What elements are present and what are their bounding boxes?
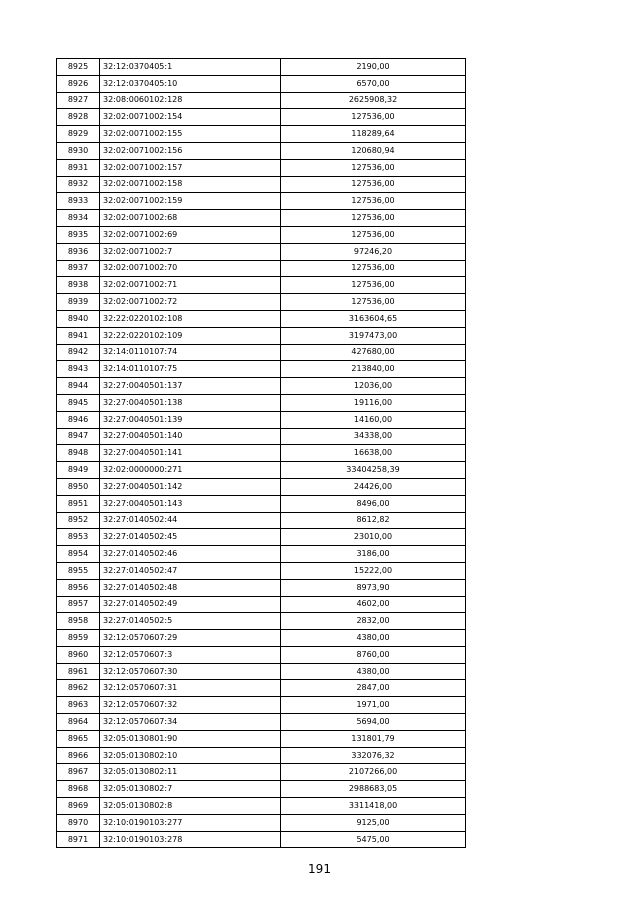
cadastral-number-cell: 32:02:0071002:71 — [100, 277, 281, 294]
row-number-cell: 8970 — [57, 814, 100, 831]
table-row — [57, 126, 466, 143]
table-row — [57, 243, 466, 260]
table-row — [57, 764, 466, 781]
value-cell: 127536,00 — [281, 226, 466, 243]
value-cell: 4602,00 — [281, 596, 466, 613]
cadastral-number-cell: 32:05:0130802:11 — [100, 764, 281, 781]
row-number-cell: 8964 — [57, 714, 100, 731]
value-cell: 8496,00 — [281, 495, 466, 512]
row-number-cell: 8952 — [57, 512, 100, 529]
table-row — [57, 714, 466, 731]
table-row — [57, 277, 466, 294]
row-number-cell: 8935 — [57, 226, 100, 243]
value-cell: 23010,00 — [281, 529, 466, 546]
value-cell: 5694,00 — [281, 714, 466, 731]
row-number-cell: 8969 — [57, 798, 100, 815]
row-number-cell: 8931 — [57, 159, 100, 176]
row-number-cell: 8961 — [57, 663, 100, 680]
row-number-cell: 8945 — [57, 394, 100, 411]
page-number: 191 — [308, 862, 331, 876]
value-cell: 127536,00 — [281, 277, 466, 294]
table-row — [57, 730, 466, 747]
row-number-cell: 8954 — [57, 546, 100, 563]
table-row — [57, 378, 466, 395]
table-row — [57, 226, 466, 243]
value-cell: 2625908,32 — [281, 92, 466, 109]
cadastral-number-cell: 32:12:0370405:1 — [100, 59, 281, 76]
cadastral-number-cell: 32:12:0570607:3 — [100, 646, 281, 663]
table-row — [57, 411, 466, 428]
cadastral-number-cell: 32:27:0040501:143 — [100, 495, 281, 512]
value-cell: 3163604,65 — [281, 310, 466, 327]
table-row — [57, 747, 466, 764]
table-row — [57, 646, 466, 663]
value-cell: 1971,00 — [281, 697, 466, 714]
row-number-cell: 8957 — [57, 596, 100, 613]
row-number-cell: 8965 — [57, 730, 100, 747]
cadastral-number-cell: 32:27:0040501:142 — [100, 478, 281, 495]
table-row — [57, 630, 466, 647]
value-cell: 9125,00 — [281, 814, 466, 831]
table-row — [57, 680, 466, 697]
cadastral-number-cell: 32:27:0140502:46 — [100, 546, 281, 563]
table-row — [57, 344, 466, 361]
table-row — [57, 579, 466, 596]
value-cell: 16638,00 — [281, 445, 466, 462]
cadastral-number-cell: 32:05:0130802:7 — [100, 781, 281, 798]
cadastral-number-cell: 32:27:0040501:138 — [100, 394, 281, 411]
cadastral-number-cell: 32:22:0220102:108 — [100, 310, 281, 327]
cadastral-number-cell: 32:12:0570607:32 — [100, 697, 281, 714]
cadastral-number-cell: 32:27:0040501:140 — [100, 428, 281, 445]
row-number-cell: 8943 — [57, 361, 100, 378]
value-cell: 8612,82 — [281, 512, 466, 529]
table-row — [57, 831, 466, 848]
value-cell: 3197473,00 — [281, 327, 466, 344]
value-cell: 118289,64 — [281, 126, 466, 143]
cadastral-number-cell: 32:27:0140502:49 — [100, 596, 281, 613]
value-cell: 127536,00 — [281, 260, 466, 277]
value-cell: 6570,00 — [281, 75, 466, 92]
table-row — [57, 428, 466, 445]
cadastral-number-cell: 32:10:0190103:277 — [100, 814, 281, 831]
value-cell: 34338,00 — [281, 428, 466, 445]
row-number-cell: 8959 — [57, 630, 100, 647]
row-number-cell: 8929 — [57, 126, 100, 143]
row-number-cell: 8934 — [57, 210, 100, 227]
value-cell: 8973,90 — [281, 579, 466, 596]
table-row — [57, 562, 466, 579]
value-cell: 3186,00 — [281, 546, 466, 563]
cadastral-number-cell: 32:27:0140502:5 — [100, 613, 281, 630]
value-cell: 2847,00 — [281, 680, 466, 697]
table-row — [57, 613, 466, 630]
table-row — [57, 512, 466, 529]
value-cell: 3311418,00 — [281, 798, 466, 815]
table-row — [57, 176, 466, 193]
row-number-cell: 8925 — [57, 59, 100, 76]
cadastral-number-cell: 32:27:0140502:47 — [100, 562, 281, 579]
table-row — [57, 210, 466, 227]
row-number-cell: 8967 — [57, 764, 100, 781]
cadastral-number-cell: 32:22:0220102:109 — [100, 327, 281, 344]
table-row — [57, 142, 466, 159]
table-row — [57, 462, 466, 479]
row-number-cell: 8951 — [57, 495, 100, 512]
cadastral-number-cell: 32:05:0130802:10 — [100, 747, 281, 764]
table-body — [57, 59, 466, 848]
row-number-cell: 8971 — [57, 831, 100, 848]
cadastral-number-cell: 32:02:0071002:159 — [100, 193, 281, 210]
cadastral-number-cell: 32:27:0140502:48 — [100, 579, 281, 596]
cadastral-number-cell: 32:27:0040501:137 — [100, 378, 281, 395]
table-row — [57, 294, 466, 311]
cadastral-number-cell: 32:14:0110107:75 — [100, 361, 281, 378]
table-row — [57, 798, 466, 815]
table-row — [57, 697, 466, 714]
cadastral-number-cell: 32:02:0071002:68 — [100, 210, 281, 227]
row-number-cell: 8930 — [57, 142, 100, 159]
value-cell: 24426,00 — [281, 478, 466, 495]
value-cell: 19116,00 — [281, 394, 466, 411]
row-number-cell: 8942 — [57, 344, 100, 361]
table-row — [57, 361, 466, 378]
cadastral-number-cell: 32:02:0071002:69 — [100, 226, 281, 243]
value-cell: 127536,00 — [281, 109, 466, 126]
value-cell: 427680,00 — [281, 344, 466, 361]
row-number-cell: 8955 — [57, 562, 100, 579]
table-row — [57, 59, 466, 76]
value-cell: 213840,00 — [281, 361, 466, 378]
value-cell: 120680,94 — [281, 142, 466, 159]
table-row — [57, 495, 466, 512]
cadastral-number-cell: 32:27:0140502:45 — [100, 529, 281, 546]
row-number-cell: 8966 — [57, 747, 100, 764]
value-cell: 127536,00 — [281, 210, 466, 227]
row-number-cell: 8932 — [57, 176, 100, 193]
cadastral-number-cell: 32:27:0040501:141 — [100, 445, 281, 462]
cadastral-number-cell: 32:02:0071002:158 — [100, 176, 281, 193]
row-number-cell: 8940 — [57, 310, 100, 327]
value-cell: 127536,00 — [281, 193, 466, 210]
cadastral-number-cell: 32:27:0040501:139 — [100, 411, 281, 428]
value-cell: 4380,00 — [281, 663, 466, 680]
value-cell: 15222,00 — [281, 562, 466, 579]
cadastral-number-cell: 32:02:0071002:70 — [100, 260, 281, 277]
cadastral-number-cell: 32:02:0071002:7 — [100, 243, 281, 260]
row-number-cell: 8944 — [57, 378, 100, 395]
cadastral-number-cell: 32:12:0570607:30 — [100, 663, 281, 680]
value-cell: 2190,00 — [281, 59, 466, 76]
cadastral-number-cell: 32:12:0370405:10 — [100, 75, 281, 92]
row-number-cell: 8963 — [57, 697, 100, 714]
value-cell: 127536,00 — [281, 294, 466, 311]
row-number-cell: 8950 — [57, 478, 100, 495]
cadastral-number-cell: 32:02:0071002:154 — [100, 109, 281, 126]
row-number-cell: 8926 — [57, 75, 100, 92]
cadastral-number-cell: 32:02:0071002:72 — [100, 294, 281, 311]
row-number-cell: 8941 — [57, 327, 100, 344]
table-row — [57, 478, 466, 495]
row-number-cell: 8948 — [57, 445, 100, 462]
value-cell: 332076,32 — [281, 747, 466, 764]
cadastral-number-cell: 32:12:0570607:31 — [100, 680, 281, 697]
data-table — [56, 58, 466, 848]
row-number-cell: 8946 — [57, 411, 100, 428]
table-row — [57, 663, 466, 680]
cadastral-number-cell: 32:05:0130802:8 — [100, 798, 281, 815]
cadastral-number-cell: 32:02:0000000:271 — [100, 462, 281, 479]
cadastral-number-cell: 32:02:0071002:156 — [100, 142, 281, 159]
cadastral-number-cell: 32:14:0110107:74 — [100, 344, 281, 361]
value-cell: 14160,00 — [281, 411, 466, 428]
value-cell: 2832,00 — [281, 613, 466, 630]
row-number-cell: 8962 — [57, 680, 100, 697]
table-row — [57, 92, 466, 109]
table-row — [57, 445, 466, 462]
cadastral-number-cell: 32:12:0570607:34 — [100, 714, 281, 731]
value-cell: 8760,00 — [281, 646, 466, 663]
table-row — [57, 310, 466, 327]
row-number-cell: 8936 — [57, 243, 100, 260]
row-number-cell: 8949 — [57, 462, 100, 479]
value-cell: 131801,79 — [281, 730, 466, 747]
row-number-cell: 8928 — [57, 109, 100, 126]
row-number-cell: 8933 — [57, 193, 100, 210]
cadastral-number-cell: 32:02:0071002:157 — [100, 159, 281, 176]
row-number-cell: 8947 — [57, 428, 100, 445]
cadastral-number-cell: 32:02:0071002:155 — [100, 126, 281, 143]
table-row — [57, 109, 466, 126]
table-row — [57, 193, 466, 210]
row-number-cell: 8938 — [57, 277, 100, 294]
value-cell: 2988683,05 — [281, 781, 466, 798]
table-row — [57, 75, 466, 92]
table-row — [57, 260, 466, 277]
table-row — [57, 394, 466, 411]
row-number-cell: 8960 — [57, 646, 100, 663]
table-row — [57, 814, 466, 831]
cadastral-number-cell: 32:08:0060102:128 — [100, 92, 281, 109]
table-row — [57, 596, 466, 613]
value-cell: 4380,00 — [281, 630, 466, 647]
value-cell: 5475,00 — [281, 831, 466, 848]
value-cell: 127536,00 — [281, 159, 466, 176]
row-number-cell: 8958 — [57, 613, 100, 630]
row-number-cell: 8939 — [57, 294, 100, 311]
row-number-cell: 8968 — [57, 781, 100, 798]
table-row — [57, 529, 466, 546]
table-row — [57, 159, 466, 176]
row-number-cell: 8953 — [57, 529, 100, 546]
cadastral-number-cell: 32:05:0130801:90 — [100, 730, 281, 747]
value-cell: 12036,00 — [281, 378, 466, 395]
table-row — [57, 327, 466, 344]
cadastral-number-cell: 32:10:0190103:278 — [100, 831, 281, 848]
value-cell: 33404258,39 — [281, 462, 466, 479]
value-cell: 97246,20 — [281, 243, 466, 260]
value-cell: 2107266,00 — [281, 764, 466, 781]
row-number-cell: 8927 — [57, 92, 100, 109]
value-cell: 127536,00 — [281, 176, 466, 193]
table-row — [57, 781, 466, 798]
cadastral-number-cell: 32:12:0570607:29 — [100, 630, 281, 647]
row-number-cell: 8956 — [57, 579, 100, 596]
cadastral-number-cell: 32:27:0140502:44 — [100, 512, 281, 529]
row-number-cell: 8937 — [57, 260, 100, 277]
table-row — [57, 546, 466, 563]
